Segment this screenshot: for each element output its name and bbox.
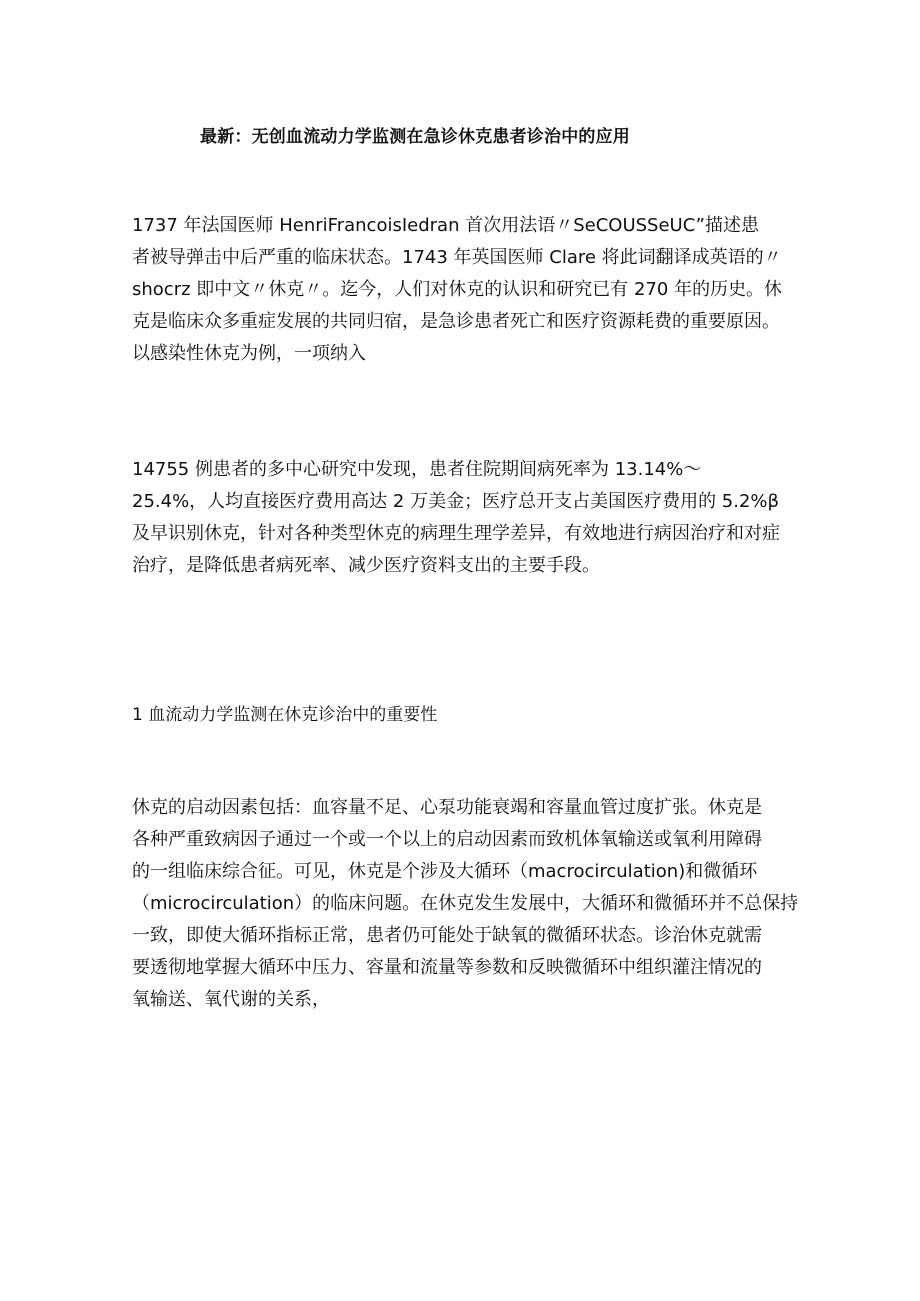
paragraph-line: 克是临床众多重症发展的共同归宿，是急诊患者死亡和医疗资源耗费的重要原因。 [132,311,780,332]
paragraph-line: （microcirculation）的临床问题。在休克发生发展中，大循环和微循环并不总保持 [132,893,799,914]
paragraph-line: 14755 例患者的多中心研究中发现，患者住院期间病死率为 13.14%～ [132,459,702,480]
paragraph-line: 治疗，是降低患者病死率、减少医疗资料支出的主要手段。 [132,555,600,576]
document-title: 最新：无创血流动力学监测在急诊休克患者诊治中的应用 [200,127,630,147]
section-paragraph [132,792,812,1016]
paragraph-line: 者被导弹击中后严重的临床状态。1743 年英国医师 Clare 将此词翻译成英语的〃 [132,247,782,268]
stats-paragraph [132,454,812,582]
paragraph-line: 一致，即使大循环指标正常，患者仍可能处于缺氧的微循环状态。诊治休克就需 [132,925,762,946]
paragraph-line: 各种严重致病因子通过一个或一个以上的启动因素而致机体氧输送或氧利用障碍 [132,829,762,850]
paragraph-line: 以感染性休克为例，一项纳入 [132,343,366,364]
paragraph-line: 休克的启动因素包括：血容量不足、心泵功能衰竭和容量血管过度扩张。休克是 [132,797,762,818]
paragraph-line: shocrz 即中文〃休克〃。迄今，人们对休克的认识和研究已有 270 年的历史。休 [132,279,783,300]
paragraph-line: 1737 年法国医师 HenriFrancoisIedran 首次用法语〃SeCOUSSeUC”描述患 [132,215,759,236]
intro-paragraph [132,210,812,370]
paragraph-line: 及早识别休克，针对各种类型休克的病理生理学差异，有效地进行病因治疗和对症 [132,523,780,544]
paragraph-line: 氧输送、氧代谢的关系， [132,989,330,1010]
paragraph-line: 要透彻地掌握大循环中压力、容量和流量等参数和反映微循环中组织灌注情况的 [132,957,762,978]
section-heading: 1 血流动力学监测在休克诊治中的重要性 [132,705,438,725]
paragraph-line: 25.4%，人均直接医疗费用高达 2 万美金；医疗总开支占美国医疗费用的 5.2%β [132,491,780,512]
paragraph-line: 的一组临床综合征。可见，休克是个涉及大循环（macrocirculation)和微循环 [132,861,758,882]
